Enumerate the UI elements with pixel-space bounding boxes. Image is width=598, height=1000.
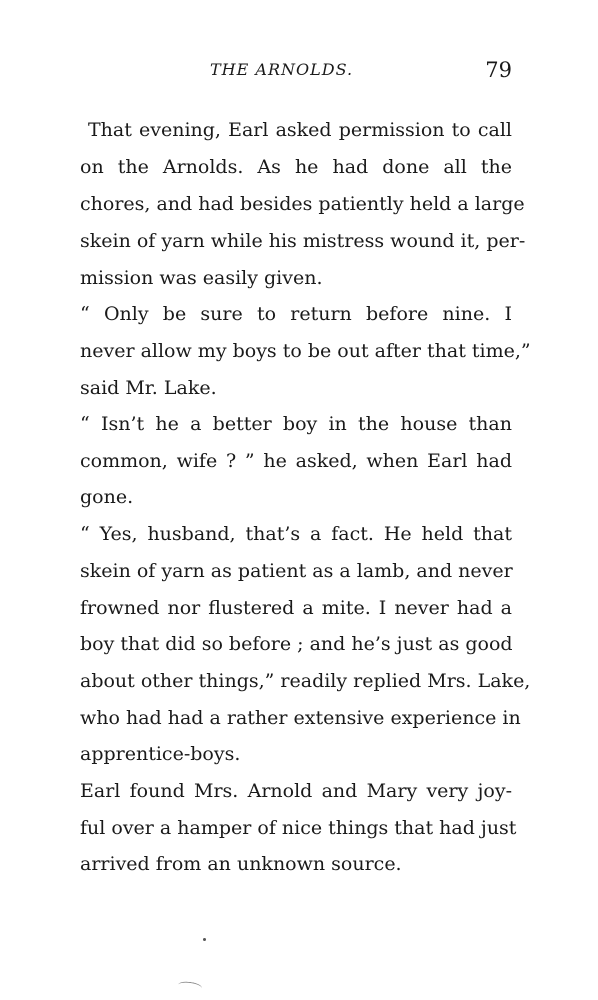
text-line: ful over a hamper of nice things that had just — [80, 817, 517, 839]
text-line: “ Yes, husband, that’s a fact. He held that — [80, 523, 512, 545]
text-line: never allow my boys to be out after that time,” — [80, 340, 531, 362]
text-line: gone. — [80, 486, 134, 508]
text-line: on the Arnolds. As he had done all the — [80, 156, 512, 178]
page-number: 79 — [485, 58, 512, 82]
paper-mark — [177, 980, 202, 992]
text-line: said Mr. Lake. — [80, 377, 217, 399]
text-line: frowned nor flustered a mite. I never had a — [80, 597, 512, 619]
ink-speck — [203, 938, 206, 941]
text-line: skein of yarn while his mistress wound it, per- — [80, 230, 526, 252]
text-line: boy that did so before ; and he’s just as good — [80, 633, 513, 655]
text-line: mission was easily given. — [80, 267, 323, 289]
running-head: THE ARNOLDS. — [210, 60, 354, 79]
text-line: about other things,” readily replied Mrs. Lake, — [80, 670, 531, 692]
text-line: common, wife ? ” he asked, when Earl had — [80, 450, 512, 472]
text-line: skein of yarn as patient as a lamb, and never — [80, 560, 513, 582]
text-line: “ Only be sure to return before nine. I — [80, 303, 512, 325]
text-line: That evening, Earl asked permission to call — [88, 119, 512, 141]
text-line: Earl found Mrs. Arnold and Mary very joy- — [80, 780, 512, 802]
text-line: “ Isn’t he a better boy in the house than — [80, 413, 512, 435]
text-line: apprentice-boys. — [80, 743, 241, 765]
text-line: who had had a rather extensive experience in — [80, 707, 521, 729]
text-line: arrived from an unknown source. — [80, 853, 402, 875]
text-line: chores, and had besides patiently held a large — [80, 193, 525, 215]
